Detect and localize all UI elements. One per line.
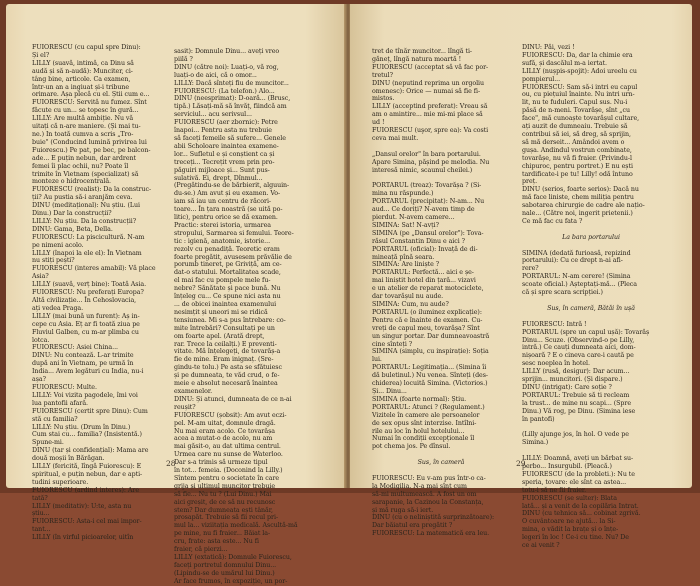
text-line: LILLY (mai bună un furent): Aș in- [32, 312, 140, 320]
text-line: PORTARUL (spre un capul ușă): Tovarăș [522, 328, 650, 336]
text-line: am o amintire... mie mi-mi place să [372, 111, 483, 119]
text-line: DINU (cu tehnica să... cobinat zgrivă. [522, 510, 641, 518]
text-line: FUIORESCU: Servită nu fumez. Sînt [32, 99, 147, 107]
text-line: FUIORESCU: La piscicultură. N-am [32, 233, 145, 241]
text-line: preț. [522, 178, 538, 186]
text-line: pel. M-am uitat, domnule dragă. [174, 419, 276, 427]
text-line: PORTARUL: N-am cerere! (Simina [522, 273, 631, 281]
text-line: intră.) Ce cauți dumneata aici, dom- [522, 344, 636, 352]
text-line: LILLY: Doamnă, aveți un bărbat su- [522, 455, 634, 463]
page-number-right: 29 [516, 459, 526, 468]
text-line: mite întrebări? Consultați pe un [174, 324, 275, 332]
text-line: PORTARUL (precipitat): N-am... Nu [372, 198, 485, 206]
text-line: FUIORESCU (de la probleti.): Nu te [522, 470, 635, 478]
left-page-column-1 [32, 44, 170, 542]
text-line: om foarte apel. (Arată drept, [174, 332, 265, 340]
text-line: tată? [32, 494, 48, 502]
text-line [372, 467, 510, 475]
text-line: mai liniștit hotel din țară... vizavi [372, 277, 476, 285]
text-line: PORTARUL: Perfectă... aici e șe- [372, 269, 474, 277]
text-line: Cum stai cu... familia? (Insistentă.) [32, 431, 142, 439]
text-line: litic), pentru orice se dă examen. [174, 214, 278, 222]
text-line: perbo... Insurgubil. (Pleacă.) [522, 463, 612, 471]
text-line: ați vedea Praga. [32, 304, 84, 312]
text-line: chiderea) locuită Simina. (Victorios.) [372, 380, 488, 388]
text-line: cine sînteți ? [372, 340, 413, 348]
text-line: FUIORESCU: Sam să-i intri eu capul [522, 83, 638, 91]
text-line: speria, tovare: ele sînt ca astea... [522, 478, 627, 486]
text-line: găneț, lîngă natura moartă ! [372, 55, 462, 63]
text-line: păsă de n-meni. Tovarășe, sînt „cu [522, 107, 631, 115]
text-line: FUIORESCU: Da, dar la chimie era [522, 51, 633, 59]
text-line: tardificate-i pe tu! Lilly! odă întuno [522, 170, 633, 178]
text-line: examenelor. [174, 387, 213, 395]
text-line: vreți de capul meu, tovarășa? Sînt [372, 324, 480, 332]
text-line: FUIORESCU: Asta-i cel mai impor- [32, 518, 142, 526]
text-line: nu stiți pești? [32, 257, 75, 265]
text-line [522, 297, 660, 305]
text-line: pierdut. N-avem camere... [372, 214, 455, 222]
text-line: sufă, și dascălul m-a iertat. [522, 59, 607, 67]
text-line: ții? Au pustia să-i aranjăm ceva. [32, 194, 133, 202]
text-line: Altă civilizație... În Cehoslovacia, [32, 297, 137, 304]
text-line: să fie... Nu tu ? (Lui Dinu.) Mai [174, 490, 272, 498]
text-line: FUIORESCU (ardind interes): Are [32, 486, 140, 494]
text-line: DINU: Gama, Beta, Della. [32, 225, 113, 233]
text-line: (Lilly ajunge jos, în hol. O vede pe [522, 431, 629, 439]
text-line [372, 143, 510, 151]
text-line: scoate oficial.) Așteptați-mă... (Pleca [522, 281, 637, 289]
text-line: lit, nu te fuduleri. Capul sus. Nu-i [522, 99, 628, 107]
text-line: tretul? [372, 71, 393, 79]
text-line: SIMINA (dedată furioasă, repizind [522, 249, 631, 257]
text-line: audă și să n-audă): Munciter, ci- [32, 67, 133, 75]
text-line: înțeleg cu... Ce spune nici asta nu [174, 293, 281, 301]
text-line: LILLY: Nu știu. Da la construcții? [32, 217, 137, 225]
text-line: rezolv cu penadiță. Teoretic eram [174, 245, 280, 253]
text-line: să-mi multumească. A fost un om [372, 490, 477, 498]
text-line: DINU (cu o neliniștită surprinzătoare): [372, 514, 495, 522]
text-line: el mai fac cu pompele mele fu- [174, 277, 271, 285]
right-page-column-2 [522, 44, 660, 550]
text-line: SIMINA (foarte normal): Știu. [372, 395, 467, 403]
text-line: lui. [372, 356, 382, 364]
text-line: Vizitele în camere ale persoanelor [372, 411, 480, 419]
right-page-column-1 [372, 48, 510, 538]
text-line: FUIORESCU: Intră ! [522, 320, 587, 328]
text-line: dar tovarășul nu aude. [372, 293, 444, 301]
text-line: rile au loc în holul hotelului... [372, 427, 465, 435]
text-line: LILLY (suavă, verț bine): Toată Asia. [32, 281, 147, 289]
text-line: Pentru că e înainte de examen. Cu- [372, 316, 483, 324]
text-line: Apare Simina, pășind pe melodia. Nu [372, 158, 490, 166]
text-line: Dinu.) Vă rog, pe Dinu. (Simina iese [522, 407, 636, 415]
text-line: Sus, în cameră, Bătăi în ușă [547, 304, 635, 312]
text-line: mul la... viziitația medicală. Ascultă-mă [174, 522, 298, 530]
text-line: La bara portarului [562, 233, 620, 241]
text-line: Ce mă fac cu fata ? [522, 217, 583, 225]
text-line [522, 447, 660, 455]
text-line: sulativă. Ei, drept, Dînmul... [174, 174, 263, 182]
text-line: gușa. Andindul vostrun combinate, [522, 146, 632, 154]
text-line: Și el? [32, 51, 50, 59]
text-line: tret de tînăr muncitor... lîngă ti- [372, 48, 472, 55]
text-line: DINU (tar și confidențial): Mama are [32, 447, 149, 455]
text-line: FUIORESCU (uşor, spre ea): Va costi [372, 127, 489, 135]
text-line: stă cu familia? [32, 415, 78, 423]
text-line: Fuiorescu.) Pe pat, pe bec, pe balcon- [32, 146, 151, 154]
text-line: meie e absolut necesară înaintea [174, 380, 278, 388]
text-line: du-se.) Am avut și eu examen. Vo- [174, 190, 281, 198]
text-line: așa? [32, 376, 46, 384]
text-line: LILLY (extatică): Domnule Fuiorescu, [174, 554, 292, 561]
text-line: fie de mine. Eram inignaț. (Sre- [174, 356, 274, 364]
text-line: PORTARUL (oficial): Invață de di- [372, 245, 478, 253]
text-line: PORTARUL (o iluminez explicație): [372, 308, 482, 316]
text-line: să faceți femeile să sufere... Genele [174, 134, 286, 142]
text-line: nebre? Sănătate și pace bună. Nu [174, 285, 281, 293]
text-line: la trust... de mine nu scapi... (Spre [522, 399, 632, 407]
text-line: orimare. Așa plecă cu el. Știi cum e... [32, 91, 150, 99]
text-line: DINU (neesprimat): D-oară... (Brusc, [174, 95, 291, 103]
text-line: LILLY (meditativ): U:te, asta nu [32, 502, 132, 510]
text-line: SIMINA: Sat! N-avți? [372, 221, 439, 229]
text-line: Ar face frumos, în expoziție, un por- [174, 577, 288, 585]
text-line: ade... E puțin nebun, dar ardrent [32, 154, 136, 162]
text-line: DINU: Nu contează. L-ar trimite [32, 352, 134, 360]
text-line: Spune-mi. [32, 439, 64, 447]
text-line: DINU (serios, foarte serios): Dacă nu [522, 186, 639, 194]
text-line: LILLY: Voi vizita pagodele, îmi voi [32, 391, 138, 399]
text-line: FUIORESCU (interes amabil): Vă place [32, 265, 156, 273]
text-line: (Pregătindu-se de bărbierit, alguuin- [174, 182, 290, 190]
text-line: tant... [32, 526, 51, 534]
text-line: FUIORESCU (certit spre Dinu): Cum [32, 407, 148, 415]
text-line: Urmea care nu sunse de Waterloo. [174, 451, 283, 459]
text-line: pompierul... [522, 75, 561, 83]
text-line: face", mă cunoaște tovarășul cultare, [522, 115, 640, 123]
text-line: ceva mai mult. [372, 134, 419, 142]
text-line: SIMINA: Cum, nu aude? [372, 301, 449, 308]
text-line: tic : igienă, anatomie, istorie... [174, 237, 271, 245]
text-line: LILLY (fericită, lîngă Fuiorescu): E [32, 463, 142, 471]
text-line: SIMINA: Are liniște ? [372, 261, 440, 269]
text-line: Dinu.) Dar la construcții? [32, 210, 112, 218]
text-line: LILLY (rusă, desigur): Dar acum... [522, 368, 630, 376]
text-line: grija și ultimul muncitor trebuie [174, 482, 276, 490]
text-line: aici greșit, de ce să nu recunosc [174, 498, 276, 506]
text-line: (Lipindu-se de umărul lui Dinu.) [174, 569, 275, 577]
text-line: monteze o hidrocentrală. [32, 178, 111, 186]
text-line: LILLY (acceptind preferat): Vreau să [372, 103, 488, 111]
text-line: păguiri mijloace și... Sunt pus- [174, 166, 270, 174]
text-line: toare... În țara noastră (se uită po- [174, 206, 283, 214]
text-line [522, 242, 660, 250]
text-line: piilă ? [174, 55, 193, 63]
text-line: LILLY (suavă, intimă, ca Dinu să [32, 59, 134, 67]
text-line: FUIORESCU: La matematică era leu. [372, 530, 490, 538]
text-line: abii Scholoare inaintea examene- [174, 142, 279, 150]
text-line: LILLY: Nu știu. (Drum în Dinu.) [32, 423, 131, 431]
text-line: PORTARUL (treaz): Tovarășa ? (Si- [372, 182, 482, 190]
text-line: FUIORESCU (cu capul spre Dinu): [32, 44, 141, 51]
text-line: într-un an a ingiuat și-i tribune [32, 83, 130, 91]
text-line: dat-o statului. Mortalitatea scade, [174, 269, 281, 277]
text-line: tâng bine, articole. Ca examen, [32, 75, 131, 83]
text-line: ce ai venit ? [522, 542, 560, 550]
text-line: prosapăt. Trebuie să fii recul pri- [174, 514, 279, 522]
text-line: India... Avem legături cu India, nu-i [32, 368, 144, 376]
text-line: LILLY: Dacă sînteți fiu de muncitor... [174, 79, 289, 87]
text-line: FUIORESCU: Multe. [32, 383, 97, 391]
text-line: Numai în condiții excepționale îl [372, 435, 475, 443]
text-line [522, 313, 660, 321]
text-line: tensiunea. Mi s-a pus întrebare: co- [174, 316, 286, 324]
text-line: ou, cu piețuiul înainte. Nu intri urn- [522, 91, 635, 99]
text-line: tipă.) Lăsați-mă să învăț, fiindcă am [174, 103, 287, 111]
text-line: nesimțit și uneori mi se ridică [174, 308, 268, 316]
text-line: PORTARUL: Atunci ? (Regulament.) [372, 403, 485, 411]
text-line: făcute cu un... se topesc în gură... [32, 107, 139, 115]
text-line: lotca. [32, 336, 50, 344]
page-number-left: 28 [166, 459, 176, 468]
text-line: FUIORESCU (realist): Da la construc- [32, 186, 152, 194]
left-page-column-2 [174, 48, 312, 586]
text-line: ați auzit de dumneaiu. Trebuie să [522, 123, 628, 131]
text-line: O cuvântoare ne ajută... la Si- [522, 518, 616, 526]
text-line: fraier, că pierzi... [174, 546, 228, 554]
text-line: „Dansul orelor" în bara portarului. [372, 150, 481, 158]
text-line: vitate. Mă înțelegeți, de tovarăș-a [174, 348, 281, 356]
text-line: de sex opus sînt interzise. Intîlni- [372, 419, 477, 427]
text-line: luați-o de aici, că o omor... [174, 71, 257, 79]
text-line: sarapanie, la Cazinou la Constanța, [372, 498, 484, 506]
text-line: femei îi plac ochii, nu? Poate îl [32, 162, 129, 170]
text-line: răsul Constantin Dinu e aici ? [372, 237, 465, 245]
text-line: mina, o vădit la brațe și o înțe- [522, 526, 619, 534]
text-line: aud... Ce doriți? N-avem timp de [372, 206, 475, 214]
text-line: faceți portretul domnului Dinu... [174, 561, 277, 569]
text-line: mina nu răspunde.) [372, 190, 434, 198]
text-line: LILLY (înapoi la ele el): În Vietnam [32, 249, 142, 257]
text-line: Dar băiatul era pregătit ? [372, 522, 453, 530]
text-line: LILLY: Are multă ambiție. Nu vă [32, 115, 134, 123]
text-line: SIMINA (pe „Dansul orelor"): Tova- [372, 229, 484, 237]
text-line: Sîntem pentru o societate în care [174, 474, 280, 482]
text-line: nale... (Către noi, ingerit prietenii.) [522, 210, 633, 218]
text-line: spiritual, e puțin nebun, dar e apti- [32, 470, 143, 478]
text-line: două moșii în Bărăgan. [32, 455, 105, 463]
text-line: ud ! [372, 119, 385, 127]
text-line: Sus, în cameră [417, 459, 465, 467]
text-line: treceți... Tecrețit vrem prin pro- [174, 158, 275, 166]
text-line: PORTARUL: Legitimația... (Simina îi [372, 364, 487, 372]
text-line: contribui să iei, să dreg, să sprijin, [522, 130, 631, 138]
text-line: ne.) In toată cumva a scris „Tro- [32, 130, 134, 138]
text-line: mineață pînă seara. [372, 253, 435, 261]
text-line: FUIORESCU (se sulter): Blata [522, 494, 617, 502]
text-line: Asia? [32, 273, 49, 281]
text-line: Dar s-a trimis să urmeze tipul [174, 459, 268, 467]
text-line [372, 451, 510, 459]
text-line: DINU (intrigat): Care soție ? [522, 383, 612, 391]
text-line: Simina.) [522, 439, 549, 447]
text-line: SIMINA (simplu, cu inspirație): Soția [372, 348, 489, 356]
text-line: în pantofi) [522, 415, 555, 423]
text-line: FUIORESCU (șobsit): Am avut eczi- [174, 411, 287, 419]
text-line: FUIORESCU: Nu preferați Europa? [32, 289, 144, 297]
text-line: dă buletinul.) Nu venea. Sînteți (des- [372, 372, 488, 380]
text-line: reușit? [174, 403, 196, 411]
text-line: gindu-te tolu.) Pe asta se sfătuiesc [174, 364, 282, 372]
text-line: cru, frate: asta este... Nu fi [174, 538, 259, 546]
text-line: foarte pregătit, avusesem prăvălie de [174, 253, 292, 261]
text-line: mistos. [372, 95, 395, 103]
text-line: e un atelier de reparat motociclete, [372, 285, 484, 293]
text-line: mai găsit-o, au dat ultima centrul. [174, 443, 281, 451]
text-line: lată... și a venit de la copilăria Intrat. [522, 502, 639, 510]
text-line: ... de obicei inaintea examenului [174, 301, 277, 308]
text-line: înapoi... Pentru asta nu trebuie [174, 127, 272, 135]
text-line: lor... Sufletul e și conștient ca și [174, 150, 275, 158]
text-line: uitați că n-are maniere. (Și mai tu- [32, 123, 141, 131]
text-line: tudini superioare. [32, 478, 89, 486]
text-line: cepe cu Asia. Eț ar fi toată ziua pe [32, 320, 140, 328]
text-line: și mă ruga să-i iert. [372, 506, 434, 514]
text-line: să mă derseit... Amândoi avem o [522, 138, 625, 146]
text-line [522, 226, 660, 234]
text-line: sesc noeplea în hotel. [522, 360, 590, 368]
text-line: PORTARUL: Trebuie să ti recleam [522, 391, 630, 399]
text-line: sprijin... muncitori. (Și dispare.) [522, 376, 623, 384]
text-line: legeri în loc ! Ce-i cu tine. Nu? De [522, 534, 629, 542]
text-line: Dinu... Scuze. (Observind-o pe Lilly, [522, 336, 635, 344]
text-line: rar. Trece la ceilalți.) E preventi- [174, 340, 277, 348]
text-line: chipuroc, pentru portret.) E nu ești [522, 162, 633, 170]
text-line: trimite în Vietnam (specializat) să [32, 170, 139, 178]
text-line: tovarășe, nu vă fi fraier. (Privindu-l [522, 154, 632, 162]
text-line: știu... [32, 510, 50, 518]
text-line: la Modigilia. N-a mai sînt cum [372, 482, 467, 490]
text-line: FUIORESCU: Eu v-am pus într-o ca- [372, 474, 486, 482]
text-line: interesă nimic, scaunul cheilei.) [372, 166, 473, 174]
text-line: FUIORESCU: Asiei China... [32, 344, 118, 352]
text-line: și pe dumneata, te văd crud, o fe- [174, 372, 280, 380]
left-page [6, 4, 346, 585]
text-line: FUIORESCU (acceptat să vă fac por- [372, 63, 489, 71]
text-line: un singur portar. Dar dumneavoastră [372, 332, 490, 340]
text-line: LILLY (nușpis-spojit): Adoi ureelu cu [522, 67, 637, 75]
text-line [522, 424, 660, 432]
text-line: că și spre scara scripției.) [522, 289, 603, 297]
text-line: stem? Dar dumneata ești tânăr, [174, 506, 273, 514]
text-line: acea a mutat-o de acolo, nu am [174, 435, 273, 443]
text-line: nișoară ? E o cineva care-i caută pe [522, 352, 634, 360]
text-line: sabotarea chirurgie de cadre ale națio- [522, 202, 645, 210]
text-line: DINU (meditațional): Nu știu. (Lui [32, 202, 140, 210]
text-line: DINU: Păi, vezi ! [522, 44, 575, 51]
text-line: în tot... femeia. (Doconind la Lilly.) [174, 467, 283, 475]
text-line: Nu mai eram acolo. Ce tovarășa [174, 427, 275, 435]
text-line: totu-i să ne fii fraier. [522, 486, 587, 494]
text-line: mă face liniste, chem miliția pentru [522, 194, 634, 202]
text-line: rere? [522, 265, 539, 273]
right-page [350, 4, 692, 550]
text-line: FUIORESCU (aer zbornic): Petre [174, 119, 278, 127]
text-line: pe nimeni acolo. [32, 241, 84, 249]
text-line: serviciul... acu serivsul... [174, 111, 252, 119]
text-line: FUIORESCU: (La telefon.) Alo... [174, 87, 275, 95]
text-line: omenesc): Orice — numai să fie fi- [372, 87, 481, 95]
text-line: DINU (către noi): Luați-o, vă rog, [174, 63, 279, 71]
text-line [372, 175, 510, 183]
text-line: DINU: Și atunci, dumneata de ce n-ai [174, 395, 292, 403]
text-line: Fluviul Galben, cu m-ar plimba cu [32, 328, 139, 336]
text-line: lua pantofii afară. [32, 399, 89, 407]
text-line: porumb tineret, pe Griviță, am ce- [174, 261, 282, 269]
text-line: LILLY (în virful picioarelor, uitîn [32, 534, 134, 542]
text-line: Și... Dinu... [372, 387, 407, 395]
text-line: iam să iau un centru de răcori- [174, 198, 272, 206]
text-line: DINU (neputind reprima un orgoliu [372, 79, 484, 87]
text-line: după ani în Vietnam, pe urmă în [32, 360, 134, 368]
text-line: buie" (Conducind lumină privirea lui [32, 138, 147, 146]
text-line: Practic: sterei istoria, urmarea [174, 221, 271, 229]
text-line: portarului): Cu ce drept n-ai afi- [522, 257, 623, 265]
text-line: pot chema jos. Pe dînsul. [372, 443, 451, 451]
text-line: stropului, Sarmarea si femului. Teore- [174, 229, 294, 237]
text-line: sasit): Domnule Dinu... aveți vreo [174, 48, 280, 55]
text-line: pe mine, nu fi fraier... Băiat la- [174, 530, 271, 538]
